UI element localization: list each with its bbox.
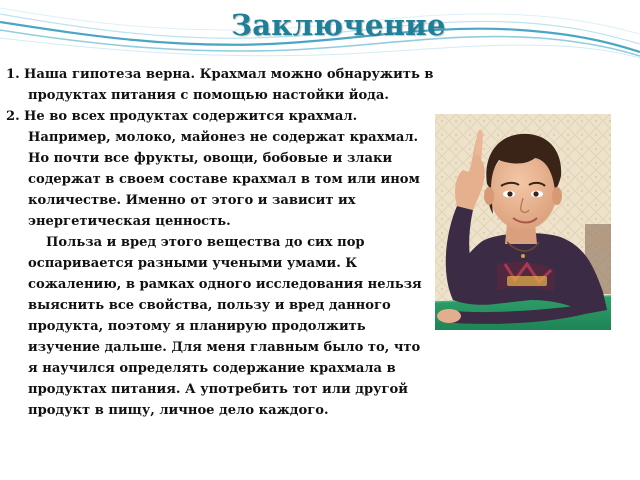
boy-photo xyxy=(435,114,611,330)
item-text: Не во всех продуктах содержится крахмал. Например, молоко, майонез не содержат крахмал. Но почти все фрукты, овощи, бобовые и злаки содержат в своем составе крахмал в том или ином количестве. Именно от этого и зависит их энергетическая ценность. xyxy=(24,109,420,229)
slide-body xyxy=(6,64,434,421)
list-item xyxy=(6,106,434,232)
list-item xyxy=(6,64,434,106)
conclusion-paragraph: Польза и вред этого вещества до сих пор оспаривается разными учеными умами. К сожалению, в рамках одного исследования нельзя выяснить все свойства, пользу и вред данного продукта, поэтому я планирую продолжить изучение дальше. Для меня главным было то, что я научился определять содержание крахмала в продуктах питания. А употребить тот или другой продукт в пищу, личное дело каждого. xyxy=(28,235,422,418)
item-text: Наша гипотеза верна. Крахмал можно обнаружить в продуктах питания с помощью настойки йода. xyxy=(24,67,434,103)
item-number: 2. xyxy=(6,109,20,124)
slide-title: Заключение xyxy=(231,8,446,42)
item-number: 1. xyxy=(6,67,20,82)
